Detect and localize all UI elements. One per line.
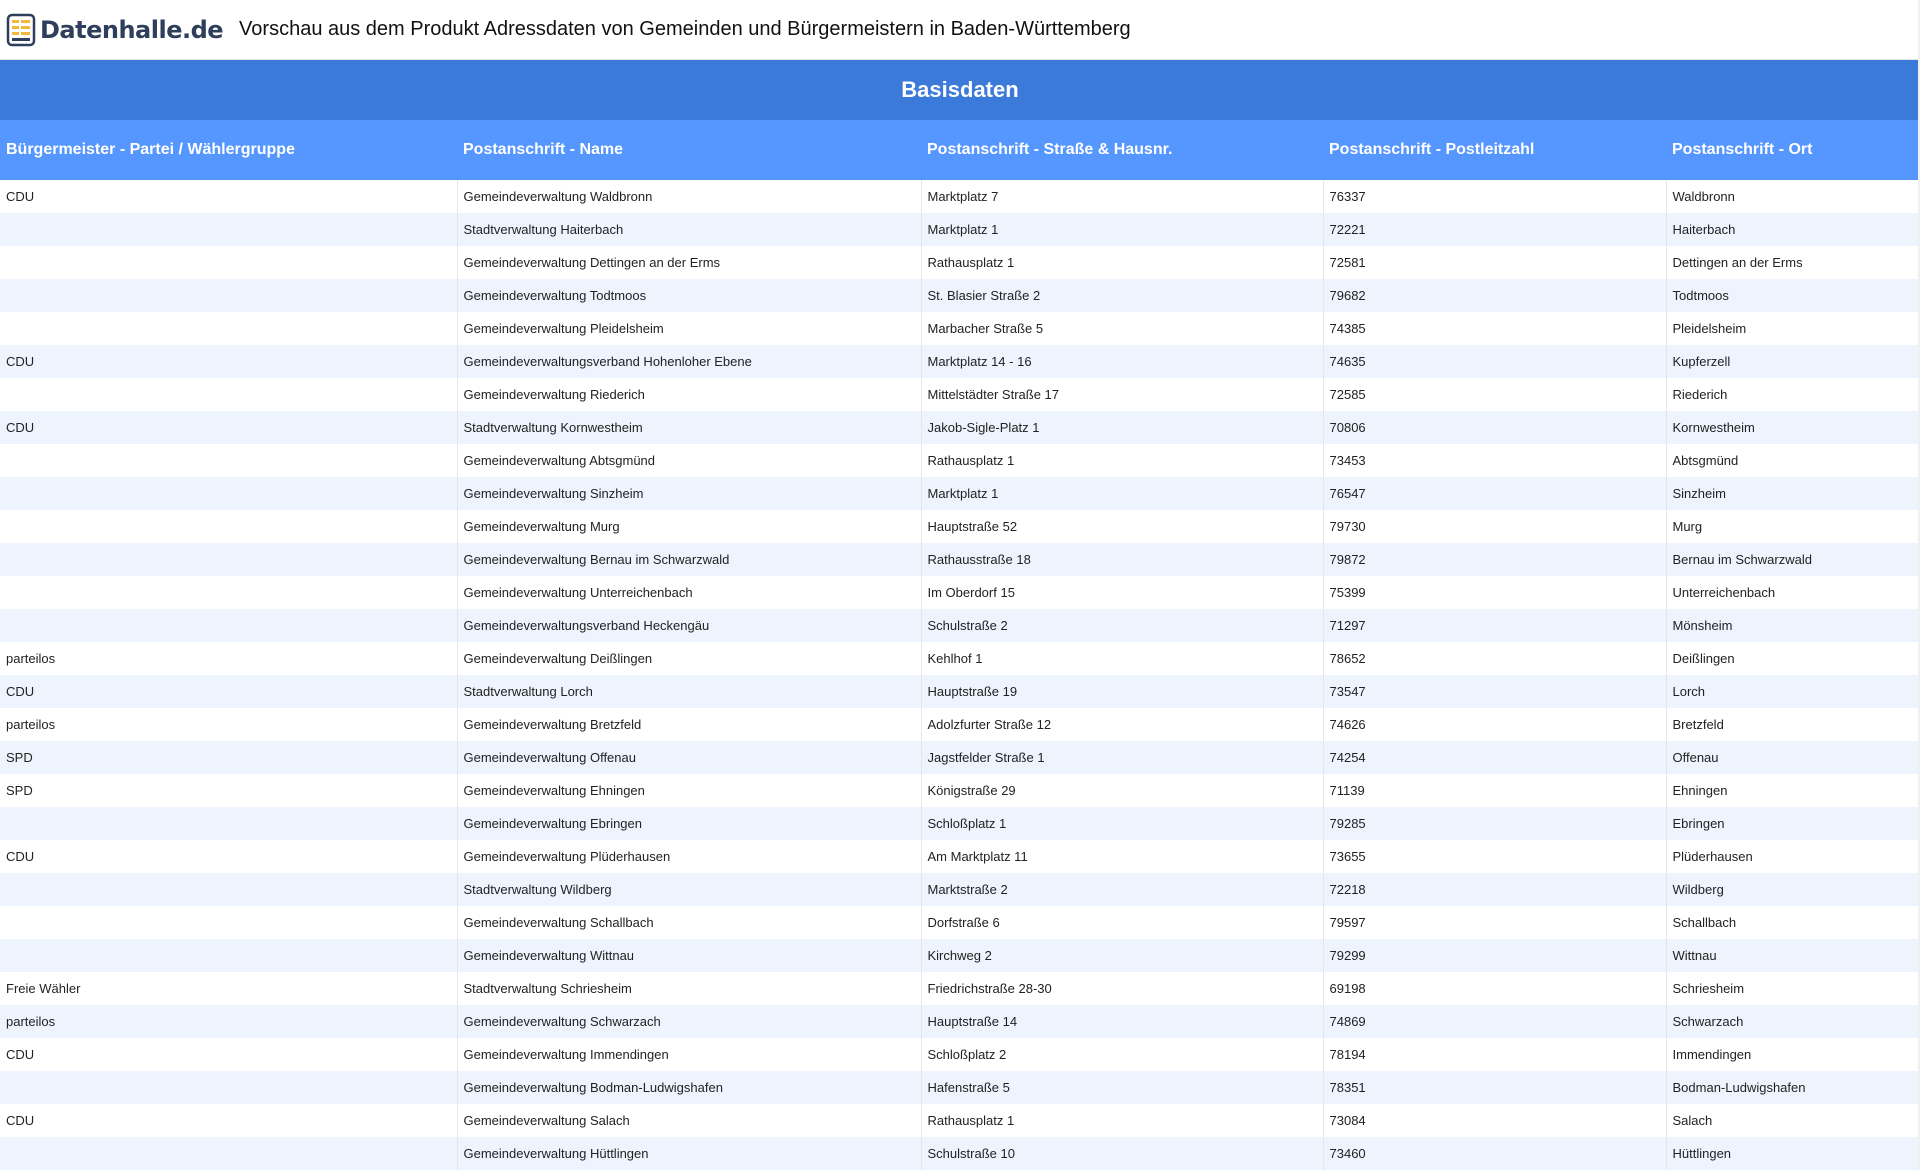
cell-strasse: Jakob-Sigle-Platz 1 — [921, 411, 1323, 444]
cell-strasse: Marktplatz 1 — [921, 213, 1323, 246]
table-row — [0, 411, 1920, 444]
cell-plz: 69198 — [1323, 972, 1666, 1005]
cell-ort: Unterreichenbach — [1666, 576, 1920, 609]
cell-ort: Mönsheim — [1666, 609, 1920, 642]
cell-name: Gemeindeverwaltung Plüderhausen — [457, 840, 921, 873]
cell-strasse: Rathausplatz 1 — [921, 444, 1323, 477]
cell-partei — [0, 1137, 457, 1170]
cell-partei — [0, 477, 457, 510]
cell-name: Gemeindeverwaltung Todtmoos — [457, 279, 921, 312]
cell-strasse: Schulstraße 2 — [921, 609, 1323, 642]
cell-name: Gemeindeverwaltung Unterreichenbach — [457, 576, 921, 609]
cell-partei — [0, 543, 457, 576]
cell-plz: 73460 — [1323, 1137, 1666, 1170]
cell-name: Stadtverwaltung Wildberg — [457, 873, 921, 906]
cell-ort: Wittnau — [1666, 939, 1920, 972]
cell-strasse: Königstraße 29 — [921, 774, 1323, 807]
column-header-plz[interactable]: Postanschrift - Postleitzahl — [1323, 120, 1666, 180]
cell-name: Stadtverwaltung Lorch — [457, 675, 921, 708]
cell-partei — [0, 576, 457, 609]
cell-plz: 75399 — [1323, 576, 1666, 609]
table-row — [0, 642, 1920, 675]
cell-partei: SPD — [6, 750, 33, 765]
table-row — [0, 708, 1920, 741]
cell-partei: CDU — [6, 354, 35, 369]
cell-strasse: Am Marktplatz 11 — [921, 840, 1323, 873]
cell-ort: Hüttlingen — [1666, 1137, 1920, 1170]
cell-partei: CDU — [6, 1113, 35, 1128]
table-row — [0, 345, 1920, 378]
cell-name: Gemeindeverwaltung Schallbach — [457, 906, 921, 939]
cell-name: Gemeindeverwaltung Ebringen — [457, 807, 921, 840]
cell-plz: 79299 — [1323, 939, 1666, 972]
cell-plz: 73547 — [1323, 675, 1666, 708]
cell-plz: 79730 — [1323, 510, 1666, 543]
cell-ort: Deißlingen — [1666, 642, 1920, 675]
table-row — [0, 246, 1920, 279]
cell-partei: CDU — [6, 849, 35, 864]
cell-name: Gemeindeverwaltung Ehningen — [457, 774, 921, 807]
cell-partei — [0, 279, 457, 312]
cell-partei — [0, 312, 457, 345]
cell-strasse: Hauptstraße 52 — [921, 510, 1323, 543]
cell-strasse: Rathausplatz 1 — [921, 246, 1323, 279]
table-row — [0, 543, 1920, 576]
brand-name: Datenhalle.de — [40, 15, 224, 44]
cell-strasse: Im Oberdorf 15 — [921, 576, 1323, 609]
table-row — [0, 1005, 1920, 1038]
cell-ort: Kupferzell — [1666, 345, 1920, 378]
cell-name: Gemeindeverwaltung Waldbronn — [457, 180, 921, 213]
cell-ort: Pleidelsheim — [1666, 312, 1920, 345]
table-row — [0, 972, 1920, 1005]
cell-partei — [0, 1071, 457, 1104]
cell-name: Gemeindeverwaltung Bretzfeld — [457, 708, 921, 741]
table-row — [0, 477, 1920, 510]
cell-partei: CDU — [6, 1047, 35, 1062]
database-icon — [6, 13, 36, 47]
table-row — [0, 840, 1920, 873]
column-header-name[interactable]: Postanschrift - Name — [457, 120, 921, 180]
table-row — [0, 675, 1920, 708]
cell-partei: SPD — [6, 783, 33, 798]
cell-plz: 72218 — [1323, 873, 1666, 906]
cell-plz: 72585 — [1323, 378, 1666, 411]
cell-partei: parteilos — [6, 1014, 56, 1029]
cell-partei: CDU — [6, 189, 35, 204]
table-row — [0, 180, 1920, 213]
cell-plz: 76547 — [1323, 477, 1666, 510]
cell-ort: Bretzfeld — [1666, 708, 1920, 741]
cell-partei — [0, 873, 457, 906]
cell-plz: 78351 — [1323, 1071, 1666, 1104]
table-row — [0, 444, 1920, 477]
table-row — [0, 906, 1920, 939]
cell-ort: Plüderhausen — [1666, 840, 1920, 873]
cell-plz: 70806 — [1323, 411, 1666, 444]
cell-name: Gemeindeverwaltung Bernau im Schwarzwald — [457, 543, 921, 576]
cell-strasse: Mittelstädter Straße 17 — [921, 378, 1323, 411]
cell-name: Stadtverwaltung Schriesheim — [457, 972, 921, 1005]
cell-ort: Kornwestheim — [1666, 411, 1920, 444]
cell-partei — [0, 213, 457, 246]
cell-ort: Todtmoos — [1666, 279, 1920, 312]
cell-strasse: Rathausplatz 1 — [921, 1104, 1323, 1137]
cell-partei — [0, 510, 457, 543]
cell-partei — [0, 246, 457, 279]
data-table — [0, 120, 1920, 1170]
brand-logo[interactable] — [6, 13, 223, 47]
cell-plz: 79597 — [1323, 906, 1666, 939]
top-bar — [0, 0, 1920, 60]
table-row — [0, 378, 1920, 411]
cell-partei: Freie Wähler — [6, 981, 81, 996]
cell-plz: 73655 — [1323, 840, 1666, 873]
cell-ort: Schallbach — [1666, 906, 1920, 939]
cell-strasse: Kirchweg 2 — [921, 939, 1323, 972]
cell-plz: 71139 — [1323, 774, 1666, 807]
table-body — [0, 180, 1920, 1170]
cell-ort: Murg — [1666, 510, 1920, 543]
table-row — [0, 279, 1920, 312]
cell-ort: Waldbronn — [1666, 180, 1920, 213]
cell-ort: Wildberg — [1666, 873, 1920, 906]
cell-partei: parteilos — [6, 717, 56, 732]
cell-name: Gemeindeverwaltung Pleidelsheim — [457, 312, 921, 345]
cell-name: Gemeindeverwaltung Deißlingen — [457, 642, 921, 675]
cell-partei — [0, 378, 457, 411]
table-row — [0, 939, 1920, 972]
table-row — [0, 807, 1920, 840]
cell-strasse: St. Blasier Straße 2 — [921, 279, 1323, 312]
cell-ort: Schriesheim — [1666, 972, 1920, 1005]
cell-strasse: Marktplatz 14 - 16 — [921, 345, 1323, 378]
cell-ort: Schwarzach — [1666, 1005, 1920, 1038]
cell-name: Gemeindeverwaltung Bodman-Ludwigshafen — [457, 1071, 921, 1104]
cell-plz: 74385 — [1323, 312, 1666, 345]
page-title: Vorschau aus dem Produkt Adressdaten von Gemeinden und Bürgermeistern in Baden-Württemberg — [239, 18, 1131, 40]
cell-ort: Dettingen an der Erms — [1666, 246, 1920, 279]
column-header-ort[interactable]: Postanschrift - Ort — [1666, 120, 1920, 180]
cell-plz: 78652 — [1323, 642, 1666, 675]
cell-plz: 74254 — [1323, 741, 1666, 774]
table-header — [0, 120, 1920, 180]
cell-strasse: Schloßplatz 2 — [921, 1038, 1323, 1071]
cell-ort: Haiterbach — [1666, 213, 1920, 246]
cell-name: Gemeindeverwaltung Wittnau — [457, 939, 921, 972]
column-header-partei[interactable]: Bürgermeister - Partei / Wählergruppe — [0, 120, 457, 180]
cell-strasse: Schulstraße 10 — [921, 1137, 1323, 1170]
cell-strasse: Adolzfurter Straße 12 — [921, 708, 1323, 741]
table-row — [0, 510, 1920, 543]
cell-partei — [0, 807, 457, 840]
cell-strasse: Rathausstraße 18 — [921, 543, 1323, 576]
cell-plz: 79682 — [1323, 279, 1666, 312]
table-row — [0, 741, 1920, 774]
cell-plz: 72581 — [1323, 246, 1666, 279]
cell-strasse: Hauptstraße 14 — [921, 1005, 1323, 1038]
cell-ort: Bodman-Ludwigshafen — [1666, 1071, 1920, 1104]
cell-name: Gemeindeverwaltung Dettingen an der Erms — [457, 246, 921, 279]
cell-ort: Sinzheim — [1666, 477, 1920, 510]
table-row — [0, 774, 1920, 807]
cell-plz: 73453 — [1323, 444, 1666, 477]
cell-name: Gemeindeverwaltung Offenau — [457, 741, 921, 774]
cell-ort: Offenau — [1666, 741, 1920, 774]
cell-partei: CDU — [6, 420, 35, 435]
cell-name: Gemeindeverwaltung Hüttlingen — [457, 1137, 921, 1170]
cell-plz: 73084 — [1323, 1104, 1666, 1137]
cell-name: Gemeindeverwaltungsverband Hohenloher Ebene — [457, 345, 921, 378]
cell-strasse: Marbacher Straße 5 — [921, 312, 1323, 345]
cell-strasse: Marktstraße 2 — [921, 873, 1323, 906]
table-row — [0, 873, 1920, 906]
cell-partei: parteilos — [6, 651, 56, 666]
cell-ort: Abtsgmünd — [1666, 444, 1920, 477]
cell-strasse: Kehlhof 1 — [921, 642, 1323, 675]
cell-ort: Immendingen — [1666, 1038, 1920, 1071]
cell-plz: 78194 — [1323, 1038, 1666, 1071]
table-row — [0, 1038, 1920, 1071]
cell-name: Gemeindeverwaltung Murg — [457, 510, 921, 543]
cell-name: Gemeindeverwaltungsverband Heckengäu — [457, 609, 921, 642]
cell-plz: 79285 — [1323, 807, 1666, 840]
table-header-row — [0, 120, 1920, 180]
cell-plz: 74635 — [1323, 345, 1666, 378]
cell-ort: Ebringen — [1666, 807, 1920, 840]
column-header-strasse[interactable]: Postanschrift - Straße & Hausnr. — [921, 120, 1323, 180]
cell-strasse: Jagstfelder Straße 1 — [921, 741, 1323, 774]
table-row — [0, 312, 1920, 345]
cell-strasse: Schloßplatz 1 — [921, 807, 1323, 840]
cell-name: Gemeindeverwaltung Immendingen — [457, 1038, 921, 1071]
cell-name: Gemeindeverwaltung Riederich — [457, 378, 921, 411]
table-row — [0, 609, 1920, 642]
cell-strasse: Hafenstraße 5 — [921, 1071, 1323, 1104]
cell-partei — [0, 609, 457, 642]
cell-plz: 74626 — [1323, 708, 1666, 741]
cell-plz: 79872 — [1323, 543, 1666, 576]
cell-partei — [0, 939, 457, 972]
cell-partei — [0, 444, 457, 477]
cell-name: Gemeindeverwaltung Sinzheim — [457, 477, 921, 510]
cell-strasse: Marktplatz 7 — [921, 180, 1323, 213]
table-row — [0, 1137, 1920, 1170]
cell-plz: 71297 — [1323, 609, 1666, 642]
cell-name: Gemeindeverwaltung Abtsgmünd — [457, 444, 921, 477]
cell-strasse: Friedrichstraße 28-30 — [921, 972, 1323, 1005]
cell-ort: Bernau im Schwarzwald — [1666, 543, 1920, 576]
cell-plz: 76337 — [1323, 180, 1666, 213]
cell-plz: 74869 — [1323, 1005, 1666, 1038]
section-title: Basisdaten — [0, 60, 1920, 120]
cell-partei: CDU — [6, 684, 35, 699]
cell-ort: Ehningen — [1666, 774, 1920, 807]
cell-ort: Lorch — [1666, 675, 1920, 708]
table-row — [0, 1104, 1920, 1137]
cell-strasse: Dorfstraße 6 — [921, 906, 1323, 939]
cell-name: Stadtverwaltung Kornwestheim — [457, 411, 921, 444]
table-row — [0, 213, 1920, 246]
cell-name: Stadtverwaltung Haiterbach — [457, 213, 921, 246]
table-row — [0, 576, 1920, 609]
cell-ort: Salach — [1666, 1104, 1920, 1137]
cell-partei — [0, 906, 457, 939]
table-row — [0, 1071, 1920, 1104]
cell-name: Gemeindeverwaltung Salach — [457, 1104, 921, 1137]
cell-name: Gemeindeverwaltung Schwarzach — [457, 1005, 921, 1038]
cell-strasse: Hauptstraße 19 — [921, 675, 1323, 708]
cell-strasse: Marktplatz 1 — [921, 477, 1323, 510]
cell-plz: 72221 — [1323, 213, 1666, 246]
cell-ort: Riederich — [1666, 378, 1920, 411]
